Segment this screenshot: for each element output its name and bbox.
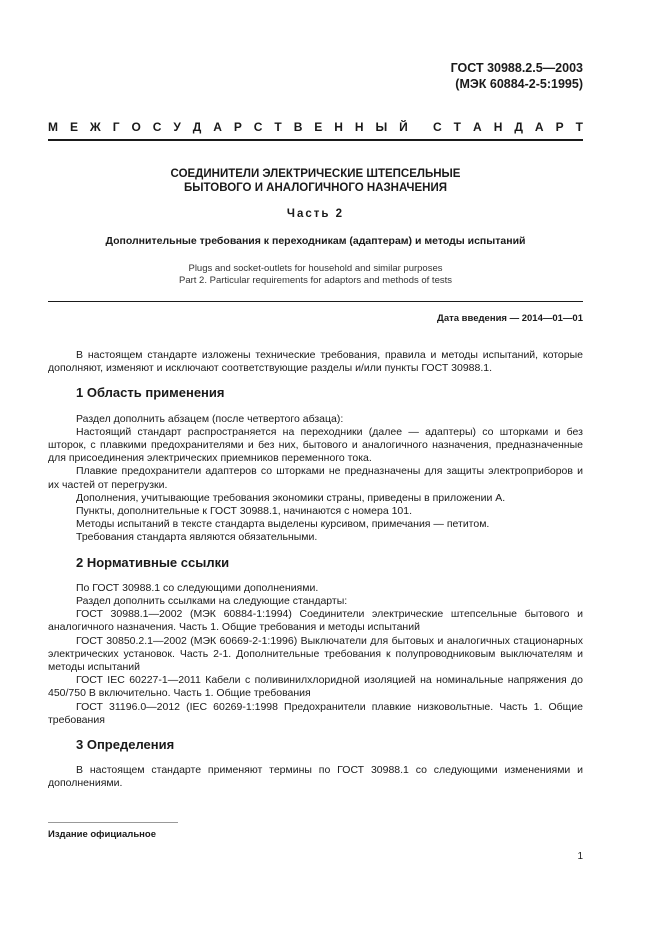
paragraph: ГОСТ 30850.2.1—2002 (МЭК 60669-2-1:1996) Выключатели для бытовых и аналогичных стационарных электрических установок. Часть 2-1. Дополнительные требования к полупроводниковым выключателям и методы испытаний xyxy=(48,634,583,674)
banner-letter: Р xyxy=(233,120,242,134)
paragraph: ГОСТ 31196.0—2012 (IEC 60269-1:1998 Предохранители плавкие низковольтные. Часть 1. Общие требования xyxy=(48,700,583,726)
section-heading-normative-references: 2 Нормативные ссылки xyxy=(76,554,230,570)
banner-letter: С xyxy=(253,120,263,134)
banner-letter: С xyxy=(152,120,162,134)
banner-word-1 xyxy=(48,120,408,134)
banner-letter: В xyxy=(293,120,303,134)
banner-letter: О xyxy=(131,120,141,134)
banner-letter: Ы xyxy=(375,120,388,134)
standard-code: ГОСТ 30988.2.5—2003 xyxy=(450,61,583,75)
paragraph: ГОСТ 30988.1—2002 (МЭК 60884-1:1994) Соединители электрические штепсельные бытового и аналогичного назначения. Часть 1. Общие требования и методы испытаний xyxy=(48,608,583,634)
banner-letter: Д xyxy=(192,120,202,134)
iec-code: (МЭК 60884-2-5:1995) xyxy=(455,77,583,91)
title-line-2: БЫТОВОГО И АНАЛОГИЧНОГО НАЗНАЧЕНИЯ xyxy=(184,182,447,194)
banner-letter: Р xyxy=(555,120,564,134)
banner-letter: Т xyxy=(453,120,462,134)
paragraph: Настоящий стандарт распространяется на переходники (далее — адаптеры) со шторками и без шторок, с плавкими предохранителями и без них, бытового и аналогичного назначения, предназначенные для присоединения электрических приемников переменного тока. xyxy=(48,425,583,465)
page-number: 1 xyxy=(577,851,583,862)
title-rule xyxy=(48,301,583,302)
banner-letter: А xyxy=(534,120,544,134)
banner-letter: А xyxy=(213,120,222,134)
banner-letter: Е xyxy=(314,120,323,134)
banner-letter: Н xyxy=(493,120,503,134)
paragraph: ГОСТ IEC 60227-1—2011 Кабели с поливинилхлоридной изоляцией на номинальные напряжения до 450/750 В включительно. Часть 1. Общие требования xyxy=(48,674,583,700)
banner-letter: Т xyxy=(575,120,583,134)
english-title-line-1: Plugs and socket-outlets for household and similar purposes xyxy=(188,263,443,274)
document-subtitle: Дополнительные требования к переходникам (адаптерам) и методы испытаний xyxy=(105,235,526,247)
english-title-line-2: Part 2. Particular requirements for adaptors and methods of tests xyxy=(179,275,452,286)
banner-letter: Н xyxy=(334,120,343,134)
intro-paragraph: В настоящем стандарте изложены технические требования, правила и методы испытаний, которые дополняют, изменяют и исключают соответствующие разделы и/или пункты ГОСТ 30988.1. xyxy=(48,349,583,375)
footer-rule xyxy=(48,822,178,823)
banner-word-2 xyxy=(433,120,583,134)
document-body xyxy=(48,349,583,791)
paragraph: Требования стандарта являются обязательными. xyxy=(76,531,318,544)
banner-letter: Г xyxy=(112,120,120,134)
paragraph: Плавкие предохранители адаптеров со шторками не предназначены для защиты электроприборов и их частей от перегрузки. xyxy=(48,465,583,491)
banner-letter: У xyxy=(173,120,181,134)
part-label: Часть 2 xyxy=(286,208,345,220)
section-heading-definitions: 3 Определения xyxy=(76,737,175,753)
paragraph: Раздел дополнить абзацем (после четвертого абзаца): xyxy=(76,412,344,425)
banner-letter: Е xyxy=(69,120,78,134)
banner-letter: Н xyxy=(354,120,364,134)
banner-rule xyxy=(48,139,583,141)
paragraph: По ГОСТ 30988.1 со следующими дополнениями. xyxy=(76,581,319,594)
banner-letter: Т xyxy=(274,120,282,134)
document-title xyxy=(48,167,583,195)
paragraph: Дополнения, учитывающие требования экономики страны, приведены в приложении А. xyxy=(76,491,506,504)
banner-letter: С xyxy=(433,120,442,134)
banner-letter: А xyxy=(473,120,482,134)
banner-letter: Д xyxy=(514,120,523,134)
standard-designation xyxy=(451,60,583,92)
edition-note: Издание официальное xyxy=(48,829,156,840)
paragraph: В настоящем стандарте применяют термины по ГОСТ 30988.1 со следующими изменениями и дополнениями. xyxy=(48,764,583,790)
introduction-date: Дата введения — 2014—01—01 xyxy=(437,313,583,324)
banner-letter: Й xyxy=(399,120,408,134)
paragraph: Методы испытаний в тексте стандарта выделены курсивом, примечания — петитом. xyxy=(76,518,490,531)
section-heading-scope: 1 Область применения xyxy=(76,385,225,401)
english-title xyxy=(48,263,583,287)
paragraph: Раздел дополнить ссылками на следующие стандарты: xyxy=(76,595,348,608)
banner-letter: Ж xyxy=(89,120,101,134)
banner-letter: М xyxy=(48,120,58,134)
paragraph: Пункты, дополнительные к ГОСТ 30988.1, начинаются с номера 101. xyxy=(76,505,413,518)
title-line-1: СОЕДИНИТЕЛИ ЭЛЕКТРИЧЕСКИЕ ШТЕПСЕЛЬНЫЕ xyxy=(170,168,461,180)
